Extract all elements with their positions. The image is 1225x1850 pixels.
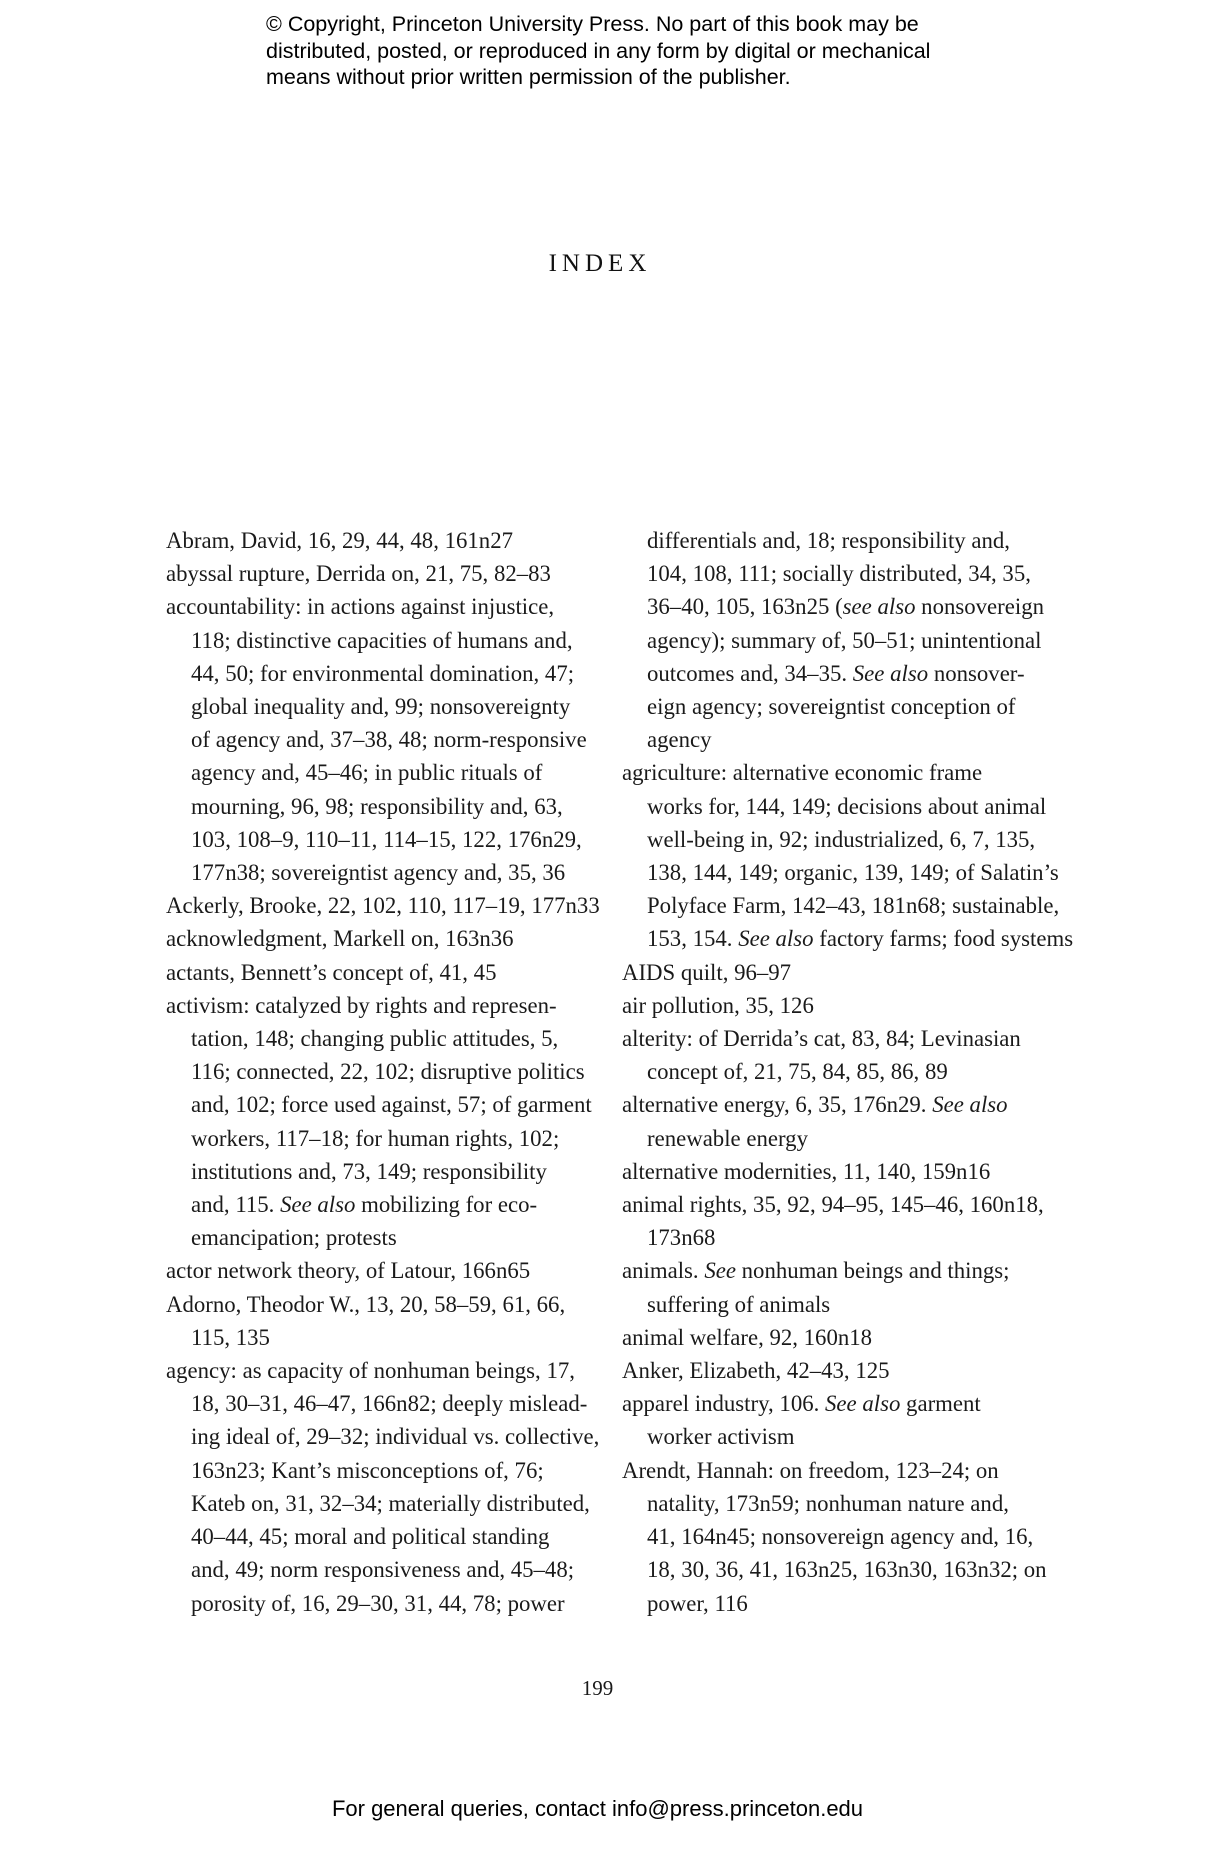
index-entry-line: worker activism <box>647 1424 795 1450</box>
index-entry-line: agency and, 45–46; in public rituals of <box>191 760 543 786</box>
index-entries-right <box>622 756 1077 1619</box>
index-entry-line: alterity: of Derrida’s cat, 83, 84; Levinasian <box>622 1026 1021 1052</box>
copyright-line: means without prior written permission of the publisher. <box>266 65 791 89</box>
index-entry-line: 173n68 <box>647 1225 716 1251</box>
index-entry <box>622 1022 1077 1088</box>
index-entry <box>622 1088 1077 1154</box>
index-entry-line: Abram, David, 16, 29, 44, 48, 161n27 <box>166 528 513 553</box>
index-entry-line: tation, 148; changing public attitudes, 5, <box>191 1026 559 1052</box>
index-entry-line: actor network theory, of Latour, 166n65 <box>166 1258 531 1284</box>
page-number: 199 <box>581 1676 614 1700</box>
index-entry-line: 104, 108, 111; socially distributed, 34, 35, <box>647 561 1031 587</box>
index-entry <box>166 922 606 955</box>
index-entry-line: apparel industry, 106. See also garment <box>622 1391 981 1417</box>
index-entry <box>166 524 606 557</box>
index-entry-continuation <box>622 524 1077 756</box>
index-entry-line: animal rights, 35, 92, 94–95, 145–46, 160n18, <box>622 1192 1044 1218</box>
index-entry-line: eign agency; sovereigntist conception of <box>647 694 1016 720</box>
index-entry-line: air pollution, 35, 126 <box>622 992 814 1018</box>
index-entry-line: actants, Bennett’s concept of, 41, 45 <box>166 959 497 985</box>
index-entry-line: 36–40, 105, 163n25 (see also nonsovereign <box>647 594 1045 620</box>
index-entry-line: renewable energy <box>647 1125 808 1151</box>
index-entry <box>166 889 606 922</box>
index-entry-line: Anker, Elizabeth, 42–43, 125 <box>622 1358 890 1384</box>
index-entry <box>166 1288 606 1354</box>
index-entry-line: Polyface Farm, 142–43, 181n68; sustainable, <box>647 893 1060 919</box>
index-entry <box>622 1321 1077 1354</box>
index-entry-line: 18, 30, 36, 41, 163n25, 163n30, 163n32; on <box>647 1557 1047 1583</box>
index-entry-line: Arendt, Hannah: on freedom, 123–24; on <box>622 1457 999 1483</box>
index-entry-line: of agency and, 37–38, 48; norm-responsive <box>191 727 587 753</box>
index-entry-line: activism: catalyzed by rights and represen- <box>166 992 557 1018</box>
index-entry-line: animal welfare, 92, 160n18 <box>622 1324 873 1350</box>
index-entry-line: workers, 117–18; for human rights, 102; <box>191 1125 560 1151</box>
index-entry-line: 177n38; sovereigntist agency and, 35, 36 <box>191 860 566 886</box>
index-entry-line: global inequality and, 99; nonsovereignty <box>191 694 571 720</box>
index-entry <box>622 1354 1077 1387</box>
index-entry-line: and, 115. See also mobilizing for eco- <box>191 1192 538 1218</box>
index-entry-line: alternative modernities, 11, 140, 159n16 <box>622 1158 991 1184</box>
index-entry <box>622 1254 1077 1320</box>
index-entry-line: acknowledgment, Markell on, 163n36 <box>166 926 514 952</box>
index-entry-line: 115, 135 <box>191 1324 270 1350</box>
index-entry-line: Adorno, Theodor W., 13, 20, 58–59, 61, 66, <box>166 1291 566 1317</box>
index-entry-line: 40–44, 45; moral and political standing <box>191 1524 550 1550</box>
index-entry <box>166 590 606 889</box>
index-entry-line: 41, 164n45; nonsovereign agency and, 16, <box>647 1524 1034 1550</box>
index-entry-line: works for, 144, 149; decisions about animal <box>647 793 1047 819</box>
index-entry <box>622 1188 1077 1254</box>
index-entry <box>622 989 1077 1022</box>
index-entry-line: 18, 30–31, 46–47, 166n82; deeply mislead- <box>191 1391 588 1417</box>
index-entry-line: AIDS quilt, 96–97 <box>622 959 792 985</box>
index-entry-line: well-being in, 92; industrialized, 6, 7, 135, <box>647 826 1036 852</box>
copyright-notice <box>266 11 1026 91</box>
index-entry-line: 116; connected, 22, 102; disruptive politics <box>191 1059 585 1085</box>
index-entry-line: Ackerly, Brooke, 22, 102, 110, 117–19, 177n33 <box>166 893 600 919</box>
index-entry <box>166 1254 606 1287</box>
index-entry-line: 118; distinctive capacities of humans and, <box>191 627 573 653</box>
contact-footer: For general queries, contact info@press.princeton.edu <box>331 1796 864 1821</box>
index-entry <box>622 1155 1077 1188</box>
index-entry-line: accountability: in actions against injustice, <box>166 594 555 620</box>
index-entry <box>622 956 1077 989</box>
index-entry-line: differentials and, 18; responsibility and, <box>647 528 1010 553</box>
index-entry-line: mourning, 96, 98; responsibility and, 63, <box>191 793 563 819</box>
index-entry <box>622 1387 1077 1453</box>
index-entry-line: 44, 50; for environmental domination, 47; <box>191 660 575 686</box>
index-entry <box>166 1354 606 1620</box>
index-entry <box>166 989 606 1255</box>
index-entry-line: power, 116 <box>647 1590 748 1616</box>
index-entry-line: porosity of, 16, 29–30, 31, 44, 78; power <box>191 1590 565 1616</box>
index-entry <box>622 756 1077 955</box>
index-entry-line: animals. See nonhuman beings and things; <box>622 1258 1010 1284</box>
index-entry-line: alternative energy, 6, 35, 176n29. See also <box>622 1092 1008 1118</box>
index-entry-line: concept of, 21, 75, 84, 85, 86, 89 <box>647 1059 948 1085</box>
index-entry-line: ing ideal of, 29–32; individual vs. collective, <box>191 1424 600 1450</box>
index-entry-line: 153, 154. See also factory farms; food systems <box>647 926 1074 952</box>
index-entry-line: Kateb on, 31, 32–34; materially distributed, <box>191 1490 590 1516</box>
index-entry-line: outcomes and, 34–35. See also nonsover- <box>647 660 1025 686</box>
page-title: INDEX <box>548 250 652 277</box>
index-entry-line: natality, 173n59; nonhuman nature and, <box>647 1490 1009 1516</box>
index-entry <box>166 557 606 590</box>
index-entry-line: institutions and, 73, 149; responsibility <box>191 1158 547 1184</box>
index-entry-line: agriculture: alternative economic frame <box>622 760 983 786</box>
index-entry <box>166 956 606 989</box>
copyright-line: distributed, posted, or reproduced in any form by digital or mechanical <box>266 38 931 63</box>
index-entry-line: and, 102; force used against, 57; of garment <box>191 1092 592 1118</box>
index-entry-line: agency); summary of, 50–51; unintentional <box>647 627 1042 653</box>
copyright-line: © Copyright, Princeton University Press. No part of this book may be <box>266 12 919 36</box>
index-entry <box>622 1454 1077 1620</box>
index-entry-line: agency <box>647 727 712 753</box>
index-entry-line: suffering of animals <box>647 1291 831 1317</box>
index-entry-line: emancipation; protests <box>191 1225 397 1251</box>
index-entry-line: abyssal rupture, Derrida on, 21, 75, 82–83 <box>166 561 551 587</box>
index-entry-line: 103, 108–9, 110–11, 114–15, 122, 176n29, <box>191 826 582 852</box>
index-column-left <box>166 524 606 1620</box>
index-entry-line: 138, 144, 149; organic, 139, 149; of Salatin’s <box>647 860 1059 886</box>
index-entry-line: agency: as capacity of nonhuman beings, 17, <box>166 1358 575 1384</box>
index-entry-line: and, 49; norm responsiveness and, 45–48; <box>191 1557 575 1583</box>
index-entry-line: 163n23; Kant’s misconceptions of, 76; <box>191 1457 544 1483</box>
index-column-right <box>622 524 1077 1620</box>
